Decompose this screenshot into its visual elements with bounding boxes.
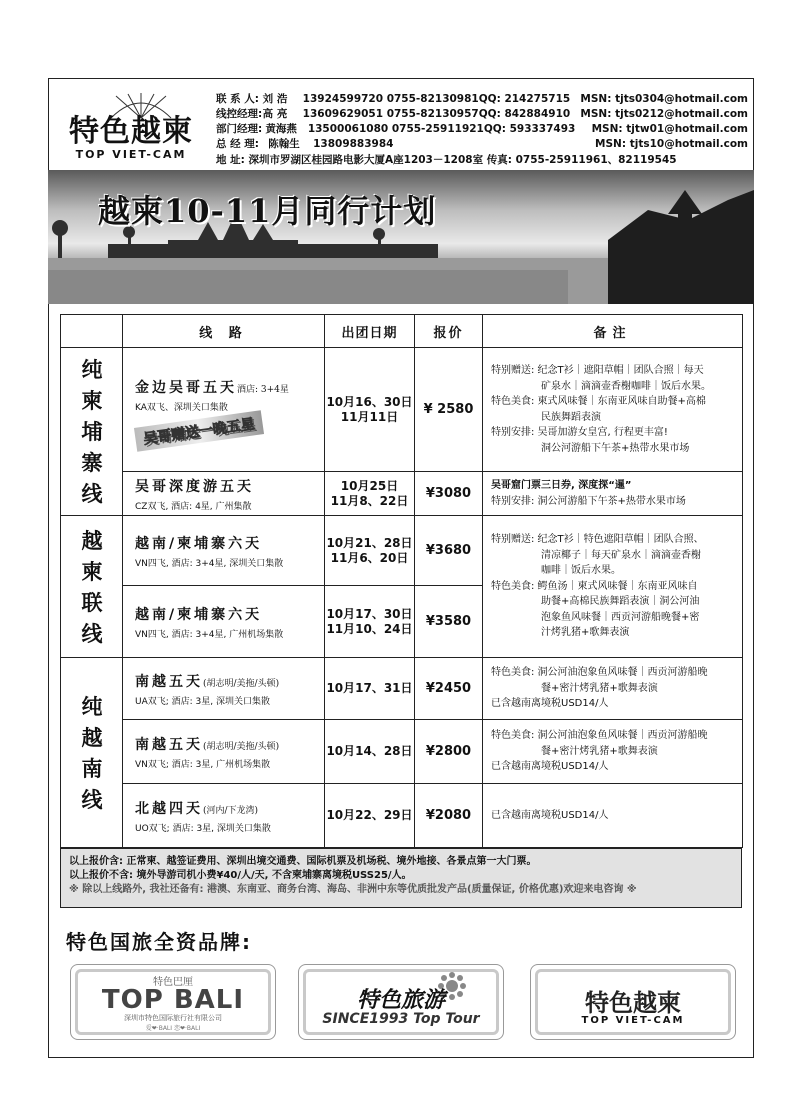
route-title-text: 北越四天 bbox=[135, 800, 203, 817]
brand-logo-top-viet-cam bbox=[530, 964, 736, 1040]
terms-other-products: ※ 除以上线路外, 我社还备有: 港澳、东南亚、商务台湾、海岛、非洲中东等优质批发产品(质量保证, 价格优惠)欢迎来电咨询 ※ bbox=[69, 884, 637, 895]
note-line: 泡象鱼风味餐｜西贡河游船晚餐+密 bbox=[491, 611, 700, 623]
header-price: 报价 bbox=[415, 315, 483, 348]
brand-subtitle: TOP VIET-CAM bbox=[581, 1015, 685, 1026]
note-line: 咖啡｜饭后水果。 bbox=[491, 565, 621, 577]
note-line: 餐+密汁烤乳猪+歌舞表演 bbox=[491, 682, 658, 694]
note-line: 清凉椰子｜每天矿泉水｜滴滴壶香榭 bbox=[491, 549, 701, 561]
price-cell: ¥3580 bbox=[415, 586, 483, 658]
route-title bbox=[135, 734, 312, 754]
note-line: 特色美食: 洞公河油泡象鱼风味餐｜西贡河游船晚 bbox=[491, 730, 708, 742]
logo-text: 特色越柬 bbox=[69, 114, 193, 149]
region-cell bbox=[61, 348, 123, 516]
dates-cell bbox=[325, 516, 415, 586]
date-line: 10月25日 bbox=[340, 478, 399, 493]
route-title-text: 金边吴哥五天 bbox=[135, 379, 237, 396]
date-line: 10月16、30日 bbox=[326, 394, 413, 409]
table-row bbox=[61, 784, 743, 848]
region-char: 埔 bbox=[81, 419, 103, 444]
contact-name: 黄海燕 bbox=[265, 123, 297, 135]
notes-cell bbox=[483, 516, 743, 658]
region-label-vietnam bbox=[82, 691, 102, 815]
note-line: 已含越南离境税USD14/人 bbox=[491, 809, 609, 821]
route-cell bbox=[123, 472, 325, 516]
region-char: 南 bbox=[81, 755, 103, 781]
note-line: 特别赠送: 纪念T衫｜遮阳草帽｜团队合照｜每天 bbox=[491, 365, 704, 376]
contact-name: 高 亮 bbox=[262, 108, 288, 120]
route-title: 越南/柬埔寨六天 bbox=[135, 606, 263, 623]
price-cell: ¥2800 bbox=[415, 720, 483, 784]
dates-cell bbox=[325, 586, 415, 658]
region-char: 联 bbox=[81, 589, 103, 615]
region-label-cambodia bbox=[82, 354, 102, 509]
contact-role: 线控经理: bbox=[216, 108, 263, 120]
brand-name: 特色旅游 bbox=[356, 987, 445, 1013]
brand-logo-top-bali bbox=[70, 964, 276, 1040]
route-title bbox=[135, 798, 312, 818]
route-area-note: (河内/下龙湾) bbox=[203, 805, 259, 816]
route-area-note: (胡志明/美拖/头顿) bbox=[203, 741, 280, 752]
contact-role: 联 系 人: bbox=[216, 93, 260, 105]
note-line: 吴哥窟门票三日券, 深度探“暹” bbox=[491, 480, 632, 491]
header-blank bbox=[61, 315, 123, 348]
contact-phones: 13609629051 0755-82130957 bbox=[302, 108, 479, 120]
route-transport: CZ双飞, 酒店: 4星, 广州集散 bbox=[135, 501, 252, 512]
price-cell: ¥3680 bbox=[415, 516, 483, 586]
header-dates: 出团日期 bbox=[325, 315, 415, 348]
brand-top-label: 特色巴厘 bbox=[153, 977, 193, 988]
region-char: 线 bbox=[81, 786, 103, 812]
contact-phones: 13924599720 0755-82130981 bbox=[302, 93, 479, 105]
table-row bbox=[61, 516, 743, 586]
brand-company-line: 深圳市特色国际旅行社有限公司 bbox=[124, 1014, 222, 1022]
dates-cell: 10月14、28日 bbox=[325, 720, 415, 784]
note-line: 特色美食: 洞公河油泡象鱼风味餐｜西贡河游船晚 bbox=[491, 667, 708, 679]
route-transport: VN双飞; 酒店: 3星, 广州机场集散 bbox=[135, 759, 271, 770]
contact-row bbox=[216, 122, 748, 137]
route-hotel-note: 酒店: 3+4星 bbox=[237, 384, 289, 395]
promo-banner: 吴哥赠送一晚五星 bbox=[134, 410, 264, 452]
terms-included: 以上报价含: 正常柬、越签证费用、深圳出境交通费、国际机票及机场税、境外地接、各景点第一大门票。 bbox=[69, 856, 537, 867]
dates-cell: 10月17、31日 bbox=[325, 658, 415, 720]
date-line: 10月17、30日 bbox=[326, 606, 413, 621]
contact-row bbox=[216, 107, 748, 122]
table-row bbox=[61, 348, 743, 472]
price-cell: ¥2080 bbox=[415, 784, 483, 848]
note-line: 特色美食: 柬式风味餐｜东南亚风味自助餐+高棉 bbox=[491, 396, 706, 407]
contact-msn: MSN: tjtw01@hotmail.com bbox=[591, 123, 748, 135]
route-title: 越南/柬埔寨六天 bbox=[135, 535, 263, 552]
contact-name: 刘 浩 bbox=[262, 93, 288, 105]
route-cell bbox=[123, 348, 325, 472]
note-line: 特别安排: 洞公河游船下午茶+热带水果市场 bbox=[491, 495, 686, 507]
tour-table bbox=[60, 314, 743, 848]
terms-excluded: 以上报价不含: 境外导游司机小费¥40/人/天, 不含柬埔寨离境税USS25/人。 bbox=[69, 870, 412, 881]
contact-list bbox=[216, 92, 748, 152]
route-cell bbox=[123, 586, 325, 658]
date-line: 11月6、20日 bbox=[330, 550, 409, 565]
contact-phones: 13500061080 0755-25911921 bbox=[307, 123, 484, 135]
contact-qq bbox=[481, 137, 595, 152]
route-title: 吴哥深度游五天 bbox=[135, 478, 254, 495]
company-address: 地 址: 深圳市罗湖区桂园路电影大厦A座1203－1208室 传真: 0755-25911961、82119545 bbox=[216, 154, 677, 166]
dates-cell bbox=[325, 348, 415, 472]
region-char: 纯 bbox=[81, 357, 103, 382]
note-line: 餐+密汁烤乳猪+歌舞表演 bbox=[491, 745, 658, 757]
contact-phones: 13809883984 bbox=[313, 138, 394, 150]
brand-logo-top-tour bbox=[298, 964, 504, 1040]
route-transport: KA双飞、深圳关口集散 bbox=[135, 402, 228, 413]
route-area-note: (胡志明/美拖/头顿) bbox=[203, 678, 280, 689]
table-row bbox=[61, 658, 743, 720]
date-line: 10月21、28日 bbox=[326, 535, 413, 550]
header-route: 线 路 bbox=[123, 315, 325, 348]
banner-title: 越柬10-11月同行计划 bbox=[98, 192, 437, 230]
contact-qq: QQ: 842884910 bbox=[478, 108, 571, 120]
region-char: 柬 bbox=[81, 388, 103, 413]
region-char: 寨 bbox=[81, 450, 103, 475]
route-transport: UA双飞; 酒店: 3星, 深圳关口集散 bbox=[135, 696, 270, 707]
note-line: 特别安排: 吴哥加游女皇宫, 行程更丰富! bbox=[491, 427, 668, 438]
price-cell: ¥3080 bbox=[415, 472, 483, 516]
notes-cell bbox=[483, 348, 743, 472]
contact-role: 部门经理: bbox=[216, 123, 263, 135]
region-char: 线 bbox=[81, 481, 103, 506]
notes-cell bbox=[483, 784, 743, 848]
dates-cell bbox=[325, 472, 415, 516]
brand-slogan: 爱❤·BALI 恋❤·BALI bbox=[145, 1025, 201, 1032]
route-transport: UO双飞; 酒店: 3星, 深圳关口集散 bbox=[135, 823, 271, 834]
note-line: 洞公河游船下午茶+热带水果市场 bbox=[491, 442, 690, 454]
note-line: 助餐+高棉民族舞蹈表演｜洞公河油 bbox=[491, 596, 700, 608]
table-row bbox=[61, 472, 743, 516]
contact-msn: MSN: tjts0304@hotmail.com bbox=[580, 93, 748, 105]
notes-cell bbox=[483, 658, 743, 720]
route-title bbox=[135, 671, 312, 691]
contact-name: 陈翰生 bbox=[268, 138, 300, 150]
region-cell bbox=[61, 516, 123, 658]
contact-row bbox=[216, 92, 748, 107]
note-line: 民族舞蹈表演 bbox=[491, 411, 601, 423]
contact-role: 总 经 理: bbox=[216, 138, 260, 150]
banner bbox=[48, 170, 754, 304]
route-title-text: 南越五天 bbox=[135, 736, 203, 753]
note-line: 特别赠送: 纪念T衫｜特色遮阳草帽｜团队合照、 bbox=[491, 534, 704, 546]
contact-msn: MSN: tjts10@hotmail.com bbox=[595, 138, 748, 150]
brands-title: 特色国旅全资品牌: bbox=[66, 930, 252, 954]
note-line: 已含越南离境税USD14/人 bbox=[491, 761, 609, 773]
dates-cell: 10月22、29日 bbox=[325, 784, 415, 848]
route-transport: VN四飞, 酒店: 3+4星, 广州机场集散 bbox=[135, 629, 284, 640]
brand-subtitle: SINCE1993 Top Tour bbox=[322, 1011, 480, 1027]
contact-msn: MSN: tjts0212@hotmail.com bbox=[580, 108, 748, 120]
route-cell bbox=[123, 658, 325, 720]
brand-name: 特色越柬 bbox=[585, 988, 681, 1017]
note-line: 矿泉水｜滴滴壶香榭咖啡｜饭后水果。 bbox=[491, 380, 711, 392]
logo-subtitle: TOP VIET-CAM bbox=[75, 148, 187, 161]
price-terms bbox=[60, 848, 742, 908]
region-char: 柬 bbox=[81, 558, 103, 584]
header-notes: 备注 bbox=[483, 315, 743, 348]
region-char: 线 bbox=[81, 620, 103, 646]
route-transport: VN四飞, 酒店: 3+4星, 深圳关口集散 bbox=[135, 558, 284, 569]
date-line: 11月8、22日 bbox=[330, 493, 409, 508]
region-cell bbox=[61, 658, 123, 848]
contact-qq: QQ: 214275715 bbox=[478, 93, 571, 105]
brand-name: TOP BALI bbox=[101, 985, 245, 1015]
notes-cell bbox=[483, 720, 743, 784]
table-header-row bbox=[61, 315, 743, 348]
price-cell: ¥ 2580 bbox=[415, 348, 483, 472]
region-label-viet-cam bbox=[82, 525, 102, 649]
notes-cell bbox=[483, 472, 743, 516]
route-title-text: 南越五天 bbox=[135, 673, 203, 690]
region-char: 越 bbox=[81, 527, 103, 553]
date-line: 11月10、24日 bbox=[326, 621, 413, 636]
region-char: 纯 bbox=[81, 693, 103, 719]
note-line: 特色美食: 鳄鱼汤｜柬式风味餐｜东南亚风味自 bbox=[491, 580, 698, 592]
note-line: 汁烤乳猪+歌舞表演 bbox=[491, 627, 630, 639]
company-logo bbox=[56, 92, 206, 164]
date-line: 11月11日 bbox=[340, 409, 399, 424]
contact-row bbox=[216, 137, 748, 152]
route-cell bbox=[123, 516, 325, 586]
route-title bbox=[135, 377, 312, 397]
price-cell: ¥2450 bbox=[415, 658, 483, 720]
region-char: 越 bbox=[81, 724, 103, 750]
note-line: 已含越南离境税USD14/人 bbox=[491, 698, 609, 710]
route-cell bbox=[123, 784, 325, 848]
route-cell bbox=[123, 720, 325, 784]
table-row bbox=[61, 720, 743, 784]
contact-qq: QQ: 593337493 bbox=[483, 123, 576, 135]
tour-table-wrapper bbox=[60, 314, 742, 848]
